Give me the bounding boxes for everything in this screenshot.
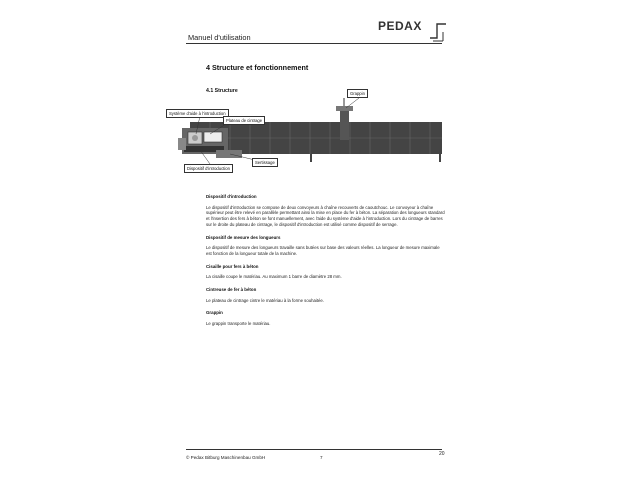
pedax-logo-mark (430, 18, 448, 42)
label-grappin: Grappin (347, 89, 368, 98)
manual-title: Manuel d'utilisation (188, 33, 251, 42)
section-heading: 4 Structure et fonctionnement (206, 63, 309, 72)
label-sertissage: Sertissage (252, 158, 278, 167)
footer-rule (186, 449, 442, 450)
footer-company: © Pedax Bitburg Maschinenbau GmbH (186, 455, 266, 460)
label-plateau-cintrage: Plateau de cintrage (223, 116, 265, 125)
machine-diagram (160, 84, 450, 184)
section-title: Dispositif d'introduction (206, 194, 257, 199)
section-title: Dispositif de mesure des longueurs (206, 234, 281, 240)
section-paragraph: Le dispositif d'introduction se compose de deux convoyeurs à chaîne recouverts de caoutchouc. Le convoyeur à chaîne supérieur peut être relevé en parallèle permettant ainsi la mise en place du fer à béton. La séparation des longueurs standard et l'insertion des fers à béton se font manuellement, avec l'aide du système d'aide à l'introduction. Lors du cintrage de barres sur le droite du plateau de cintrage, le dispositif d'introduction est utilisé comme dispositif de serrage. (206, 204, 445, 227)
page-number: 20 (439, 451, 445, 457)
section-title: Cintreuse de fer à béton (206, 287, 257, 293)
brand-name: PEDAX (378, 19, 422, 33)
section-title: Cisaille pour fers à béton (206, 263, 259, 269)
label-dispositif-introduction: Dispositif d'introduction (184, 164, 233, 173)
body-text (206, 194, 446, 334)
subsection-heading: 4.1 Structure (206, 88, 238, 94)
section-paragraph: Le grappin transporte le matériau. (206, 321, 271, 327)
footer-mid-number: 7 (320, 455, 323, 460)
section-paragraph: Le dispositif de mesure des longueurs travaille sans butées sur base des valeurs réelles. La longueur de mesure maximale est fonction de la longueur totale de la machine. (206, 245, 440, 256)
section-paragraph: Le plateau de cintrage cintre le matériau à la forme souhaitée. (206, 297, 324, 303)
section-title: Grappin (206, 310, 223, 316)
pedax-logo (378, 14, 448, 44)
section-paragraph: La cisaille coupe le matériau. Au maximum 1 barre de diamètre 28 mm. (206, 274, 342, 280)
header-rule (186, 43, 442, 44)
label-systeme-aide: Système d'aide à l'introduction (166, 109, 229, 118)
